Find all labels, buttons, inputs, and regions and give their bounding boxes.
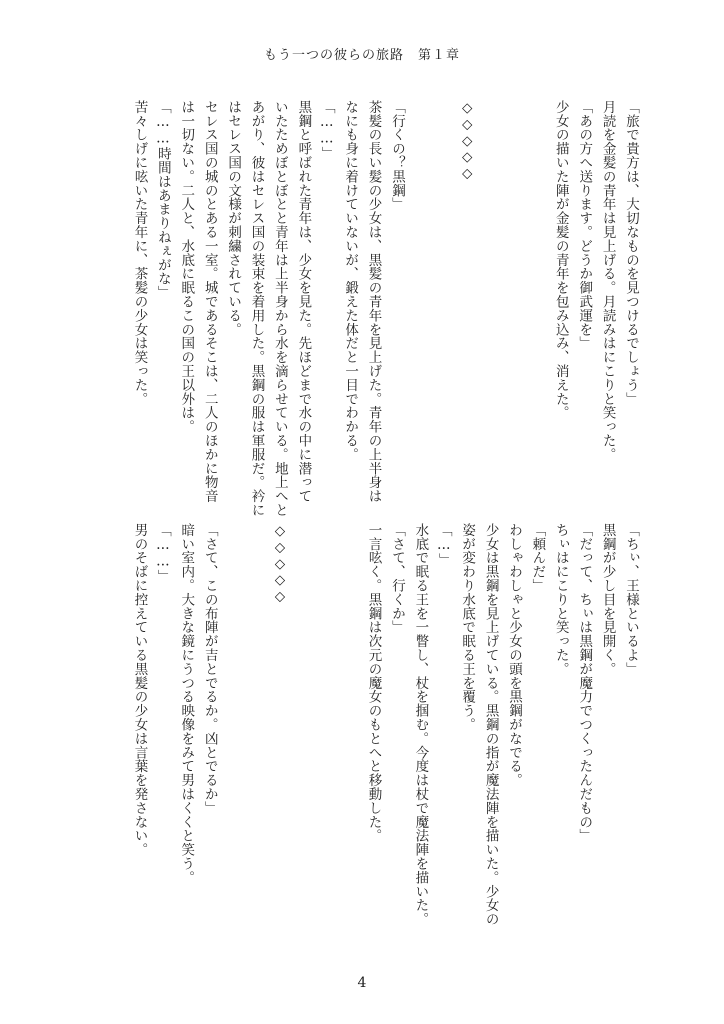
text-line: 「行くの？黒鋼」 <box>388 100 405 212</box>
text-line <box>502 100 525 445</box>
text-line: ◇◇◇◇◇ <box>459 100 476 182</box>
text-line: 「頼んだ」 <box>529 523 546 593</box>
text-line: 「あの方へ送ります。どうか御武運を」 <box>576 100 593 351</box>
text-line: 少女は黒鋼を見上げている。黒鋼の指が魔法陣を描いた。少女の <box>482 523 499 927</box>
text-line <box>408 100 431 445</box>
text-line: 水底で眠る王を一瞥し、杖を掴む。今度は杖で魔法陣を描いた。 <box>412 523 429 927</box>
text-line: いたためぼとぼとと青年は上半身から水を滴らせている。地上へと <box>271 100 288 517</box>
text-line: 「……」 <box>154 523 171 584</box>
text-line: はセレス国の文様が刺繍されている。 <box>225 100 242 337</box>
text-line: 「……」 <box>318 100 335 161</box>
text-line: セレス国の城のとある一室。城であるそこは、二人のほかに物音 <box>201 100 218 504</box>
text-line: 少女の描いた陣が金髪の青年を包み込み、消えた。 <box>552 100 569 420</box>
text-line: 「……時間はあまりねぇがな」 <box>154 100 171 300</box>
text-line: わしゃわしゃと少女の頭を黒鋼がなでる。 <box>505 523 522 788</box>
text-line: 「ちぃ、王様といるよ」 <box>623 523 639 676</box>
running-header: もう一つの彼らの旅路 第１章 <box>263 48 460 63</box>
text-line: 「…」 <box>435 523 452 568</box>
text-line: 「さて、行くか」 <box>388 523 405 635</box>
text-line <box>478 100 501 445</box>
text-line <box>525 100 548 445</box>
text-block-upper <box>127 100 642 517</box>
text-line <box>338 523 361 928</box>
text-line: 姿が変わり水底で眠る王を覆う。 <box>459 523 476 732</box>
text-line: ちぃはにこりと笑った。 <box>552 523 569 676</box>
text-line: 「さて、この布陣が吉とでるか。凶とでるか」 <box>201 523 218 815</box>
text-line: 「旅で貴方は、大切なものを見つけるでしょう」 <box>623 100 639 406</box>
text-line: 黒鋼が少し目を見開く。 <box>599 523 616 676</box>
text-line <box>431 100 454 445</box>
text-line <box>244 523 267 928</box>
text-line <box>291 523 314 928</box>
text-line: 男のそばに控えている黒髪の少女は言葉を発さない。 <box>131 523 148 857</box>
text-line: ◇◇◇◇◇ <box>271 523 288 605</box>
text-line: 「だって、ちぃは黒鋼が魔力でつくったんだもの」 <box>576 523 593 843</box>
text-line: 苦々しげに呟いた青年に、茶髪の少女は笑った。 <box>131 100 148 406</box>
text-line: あがり、彼はセレス国の装束を着用した。黒鋼の服は軍服だ。衿に <box>248 100 265 517</box>
text-line: 暗い室内。大きな鏡にうつる映像をみて男はくくと笑う。 <box>178 523 195 885</box>
text-line <box>314 523 337 928</box>
page-number: 4 <box>357 975 367 991</box>
text-line: は一切ない。二人と、水底に眠るこの国の王以外は。 <box>178 100 195 434</box>
text-line: 茶髪の長い髪の少女は、黒髪の青年を見上げた。青年の上半身は <box>365 100 382 504</box>
text-line: 黒鋼と呼ばれた青年は、少女を見た。先ほどまで水の中に潜って <box>295 100 312 504</box>
text-line: なにも身に着けていないが、鍛えた体だと一目でわかる。 <box>342 100 359 462</box>
text-line: 一言呟く。黒鋼は次元の魔女のもとへと移動した。 <box>365 523 382 843</box>
text-block-lower <box>127 523 642 928</box>
text-line: 月読を金髪の青年は見上げる。月読みはにこりと笑った。 <box>599 100 616 462</box>
text-line <box>221 523 244 928</box>
